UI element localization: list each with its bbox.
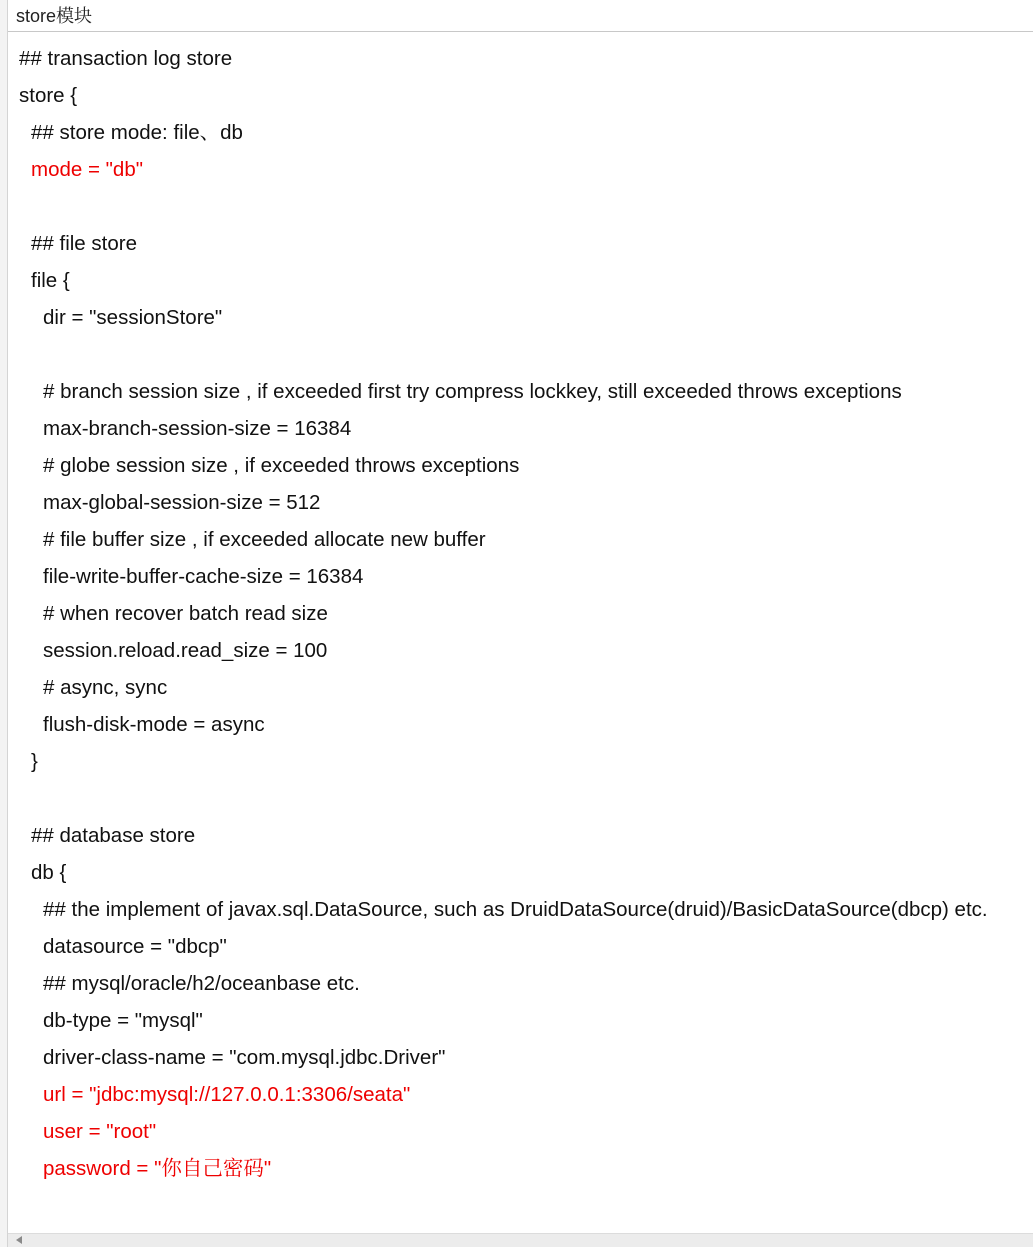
code-line: url = "jdbc:mysql://127.0.0.1:3306/seata" bbox=[43, 1083, 411, 1106]
code-line: } bbox=[31, 750, 38, 773]
code-line: password = "你自己密码" bbox=[43, 1157, 272, 1180]
code-line: flush-disk-mode = async bbox=[43, 713, 265, 736]
code-line: max-branch-session-size = 16384 bbox=[43, 417, 352, 440]
scroll-left-icon[interactable] bbox=[16, 1236, 22, 1244]
code-line: driver-class-name = "com.mysql.jdbc.Driver" bbox=[43, 1046, 446, 1069]
code-line: # file buffer size , if exceeded allocate new buffer bbox=[43, 528, 486, 551]
code-line: ## database store bbox=[31, 824, 196, 847]
code-line: file-write-buffer-cache-size = 16384 bbox=[43, 565, 364, 588]
code-line: # when recover batch read size bbox=[43, 602, 328, 625]
code-line: db-type = "mysql" bbox=[43, 1009, 203, 1032]
code-line: ## the implement of javax.sql.DataSource, such as DruidDataSource(druid)/BasicDataSource(dbcp) etc. bbox=[43, 898, 988, 921]
code-line: db { bbox=[31, 861, 67, 884]
code-line: ## file store bbox=[31, 232, 137, 255]
code-line: dir = "sessionStore" bbox=[43, 306, 223, 329]
left-margin-rule bbox=[0, 0, 8, 1247]
code-line: session.reload.read_size = 100 bbox=[43, 639, 328, 662]
code-line: # async, sync bbox=[43, 676, 168, 699]
code-blank-line bbox=[19, 780, 1029, 817]
code-line: ## transaction log store bbox=[19, 47, 233, 70]
code-block bbox=[19, 40, 1029, 1187]
code-line: mode = "db" bbox=[31, 158, 143, 181]
code-line: user = "root" bbox=[43, 1120, 157, 1143]
horizontal-scrollbar[interactable] bbox=[8, 1233, 1033, 1247]
code-line: file { bbox=[31, 269, 70, 292]
window-title: store模块 bbox=[8, 0, 1033, 32]
code-line: ## store mode: file、db bbox=[31, 121, 243, 144]
code-line: store { bbox=[19, 84, 78, 107]
code-line: datasource = "dbcp" bbox=[43, 935, 227, 958]
code-blank-line bbox=[19, 188, 1029, 225]
code-line: # globe session size , if exceeded throws exceptions bbox=[43, 454, 520, 477]
code-line: max-global-session-size = 512 bbox=[43, 491, 321, 514]
code-line: ## mysql/oracle/h2/oceanbase etc. bbox=[43, 972, 360, 995]
code-blank-line bbox=[19, 336, 1029, 373]
code-line: # branch session size , if exceeded first try compress lockkey, still exceeded throws exceptions bbox=[43, 380, 902, 403]
